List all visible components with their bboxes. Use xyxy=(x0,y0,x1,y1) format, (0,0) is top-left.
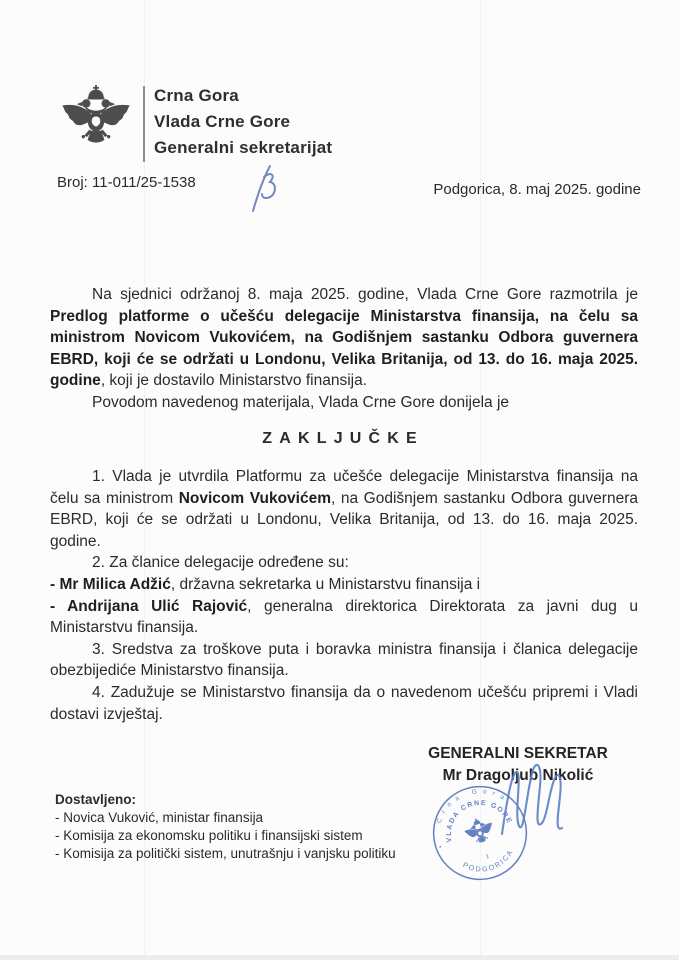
distribution-item: - Komisija za ekonomsku politiku i finansijski sistem xyxy=(55,828,363,843)
stamp-separator-right: • xyxy=(516,819,521,828)
letterhead-country: Crna Gora xyxy=(154,86,239,105)
member2-role: , generalna direktorica Direktorata za javni dug u Ministarstvu finansija. xyxy=(50,597,638,637)
conclusion-item-1 xyxy=(50,466,638,552)
handwritten-number-icon xyxy=(247,163,279,215)
intro-paragraphs xyxy=(50,284,638,414)
distribution-label: Dostavljeno: xyxy=(55,792,137,807)
intro-pre: Na sjednici održanoj 8. maja 2025. godine, Vlada Crne Gore razmotrila je xyxy=(92,286,638,303)
item1-post: , na Godišnjem sastanku Odbora guvernera EBRD, koji će se održati u Londonu, Velika Britanija, od 13. do 16. maja 2025. godine. xyxy=(50,489,638,550)
stamp-outer-text: Crna Gora xyxy=(435,788,511,825)
member1-role: , državna sekretarka u Ministarstvu finansija i xyxy=(170,575,481,593)
item1-bold: Novicom Vukovićem xyxy=(178,489,331,507)
stamp-ring-text: VLADA CRNE GORE xyxy=(445,799,514,843)
intro-second-paragraph: Povodom navedenog materijala, Vlada Crne Gore donijela je xyxy=(92,393,510,411)
place-and-date: Podgorica, 8. maj 2025. godine xyxy=(433,181,641,198)
item1-pre: 1. Vlada je utvrdila Platformu za učešće delegacije Ministarstva finansija na čelu sa ministrom xyxy=(50,468,638,507)
signature-icon xyxy=(494,758,576,844)
conclusion-item-2: 2. Za članice delegacije određene su: xyxy=(92,554,349,572)
intro-paragraph xyxy=(50,284,638,392)
intro-subject-bold: Predlog platforme o učešću delegacije Ministarstva finansija, na čelu sa ministrom Novicom Vukovićem, na Godišnjem sastanku Odbora guvernera EBRD, koji će se održati u Londonu, Velika Britanija, od 13. do 16. maja 2025. godine xyxy=(50,307,638,390)
signatory-name: Mr Dragoljub Nikolić xyxy=(442,767,594,784)
delegation-member-2 xyxy=(50,596,638,639)
letterhead-department: Generalni sekretarijat xyxy=(154,138,333,157)
member2-name: - Andrijana Ulić Rajović xyxy=(50,597,248,615)
letterhead-government: Vlada Crne Gore xyxy=(154,112,291,131)
intro-post: , koji je dostavilo Ministarstvo finansija. xyxy=(100,372,368,390)
letterhead xyxy=(154,83,332,161)
conclusion-item-3: 3. Sredstva za troškove puta i boravka ministra finansija i članica delegacije obezbijediće Ministarstvo finansija. xyxy=(50,640,638,680)
letterhead-divider xyxy=(143,86,145,162)
scan-edge xyxy=(0,955,679,960)
stamp-number: 1 xyxy=(485,853,491,861)
svg-text:PODGORICA xyxy=(459,845,518,880)
distribution-item: - Komisija za politički sistem, unutrašnju i vanjsku politiku xyxy=(55,846,396,861)
distribution-list xyxy=(55,791,396,863)
stamp-separator-left: • xyxy=(438,843,443,851)
document-heading: ZAKLJUČKE xyxy=(262,430,424,447)
delegation-member-1 xyxy=(50,574,638,596)
distribution-item: - Novica Vuković, ministar finansija xyxy=(55,810,264,825)
stamp-bottom-text: PODGORICA xyxy=(461,847,516,874)
conclusions-list xyxy=(50,466,638,725)
conclusion-item-4: 4. Zadužuje se Ministarstvo finansija da o navedenom učešću pripremi i Vladi dostavi izvještaj. xyxy=(50,683,638,723)
reference-number: Broj: 11-011/25-1538 xyxy=(57,174,196,191)
signatory-title: GENERALNI SEKRETAR xyxy=(428,745,608,762)
coat-of-arms-icon xyxy=(57,83,135,163)
member1-name: - Mr Milica Adžić xyxy=(50,575,171,593)
